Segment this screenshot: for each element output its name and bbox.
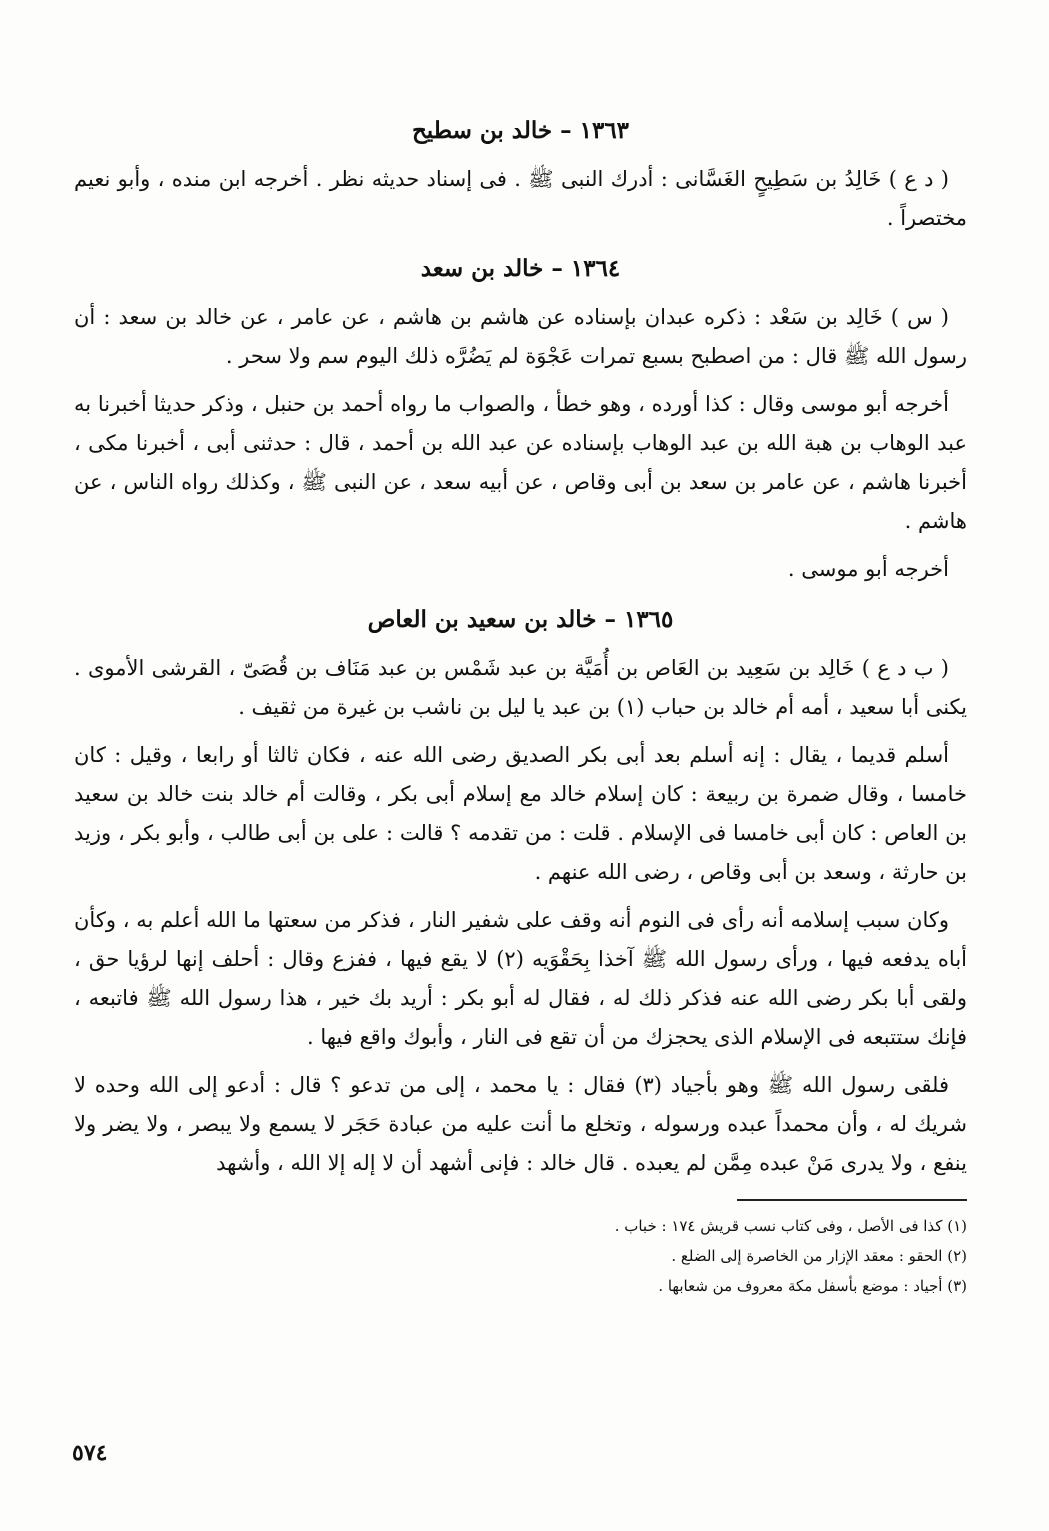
footnote: (٢) الحقو : معقد الإزار من الخاصرة إلى الضلع . xyxy=(671,1246,967,1265)
entry-paragraph: أخرجه أبو موسى . xyxy=(787,556,949,581)
entry-paragraph: أسلم قديما ، يقال : إنه أسلم بعد أبى بكر الصديق رضى الله عنه ، فكان ثالثا أو رابعا ، وقيل : كان خامسا ، وقال ضمرة بن ربيعة : كان إسلام خالد مع إسلام أبى بكر ، وقالت أم خالد بنت خالد بن سعيد بن العاص : كان أبى خامسا فى الإسلام . قلت : من تقدمه ؟ قالت : على بن أبى طالب ، وأبو بكر ، وزيد بن حارثة ، وسعد بن أبى وقاص ، رضى الله عنهم . xyxy=(74,742,967,884)
footnote: (١) كذا فى الأصل ، وفى كتاب نسب قريش ١٧٤ : خباب . xyxy=(614,1216,967,1235)
footnote: (٣) أجياد : موضع بأسفل مكة معروف من شعابها . xyxy=(658,1276,967,1295)
page-number: ٥٧٤ xyxy=(72,1440,108,1466)
entry-1364 xyxy=(74,254,967,589)
entry-paragraph: أخرجه أبو موسى وقال : كذا أورده ، وهو خطأ ، والصواب ما رواه أحمد بن حنبل ، وذكر حديثا أخبرنا به عبد الوهاب بن هبة الله بن عبد الوهاب بإسناده عن عبد الله بن أحمد ، قال : حدثنى أبى ، أخبرنا مكى ، أخبرنا هاشم ، عن عامر بن سعد بن أبى وقاص ، عن أبيه سعد ، عن النبى ﷺ ، وكذلك رواه الناس ، عن هاشم . xyxy=(74,391,967,533)
entry-1365 xyxy=(74,605,967,1183)
footnotes xyxy=(74,1211,967,1301)
entry-paragraph: ( س ) خَالِد بن سَعْد : ذكره عبدان بإسناده عن هاشم بن هاشم ، عن عامر ، عن خالد بن سعد : أن رسول الله ﷺ قال : من اصطبح بسبع تمرات عَجْوَة لم يَضُرَّه ذلك اليوم سم ولا سحر . xyxy=(74,304,967,368)
entry-paragraph: ( د ع ) خَالِدُ بن سَطِيحٍ الغَسَّانى : أدرك النبى ﷺ . فى إسناد حديثه نظر . أخرجه ابن منده ، وأبو نعيم مختصراً . xyxy=(74,166,967,230)
entry-paragraph: ( ب د ع ) خَالِد بن سَعِيد بن العَاص بن أُمَيَّة بن عبد شَمْس بن عبد مَنَاف بن قُصَىّ ، القرشى الأموى . يكنى أبا سعيد ، أمه أم خالد بن حباب (١) بن عبد يا ليل بن ناشب بن غيرة من ثقيف . xyxy=(74,655,967,719)
entry-paragraph: وكان سبب إسلامه أنه رأى فى النوم أنه وقف على شفير النار ، فذكر من سعتها ما الله أعلم به ، وكأن أباه يدفعه فيها ، ورأى رسول الله ﷺ آخذا بِحَقْوَيه (٢) لا يقع فيها ، ففزع وقال : أحلف إنها لرؤيا حق ، ولقى أبا بكر رضى الله عنه فذكر ذلك له ، فقال له أبو بكر : أريد بك خير ، هذا رسول الله ﷺ فاتبعه ، فإنك ستتبعه فى الإسلام الذى يحجزك من أن تقع فى النار ، وأبوك واقع فيها . xyxy=(74,907,967,1049)
entry-title: ١٣٦٣ – خالد بن سطيح xyxy=(411,117,630,144)
entry-1363 xyxy=(74,116,967,238)
footnote-divider xyxy=(737,1199,967,1201)
entry-paragraph: فلقى رسول الله ﷺ وهو بأجياد (٣) فقال : يا محمد ، إلى من تدعو ؟ قال : أدعو إلى الله وحده لا شريك له ، وأن محمداً عبده ورسوله ، وتخلع ما أنت عليه من عبادة حَجَر لا يسمع ولا يبصر ، ولا يضر ولا ينفع ، ولا يدرى مَنْ عبده مِمَّن لم يعبده . قال خالد : فإنى أشهد أن لا إله إلا الله ، وأشهد xyxy=(74,1072,967,1175)
entry-title: ١٣٦٥ – خالد بن سعيد بن العاص xyxy=(367,605,674,633)
entry-title: ١٣٦٤ – خالد بن سعد xyxy=(420,254,621,282)
